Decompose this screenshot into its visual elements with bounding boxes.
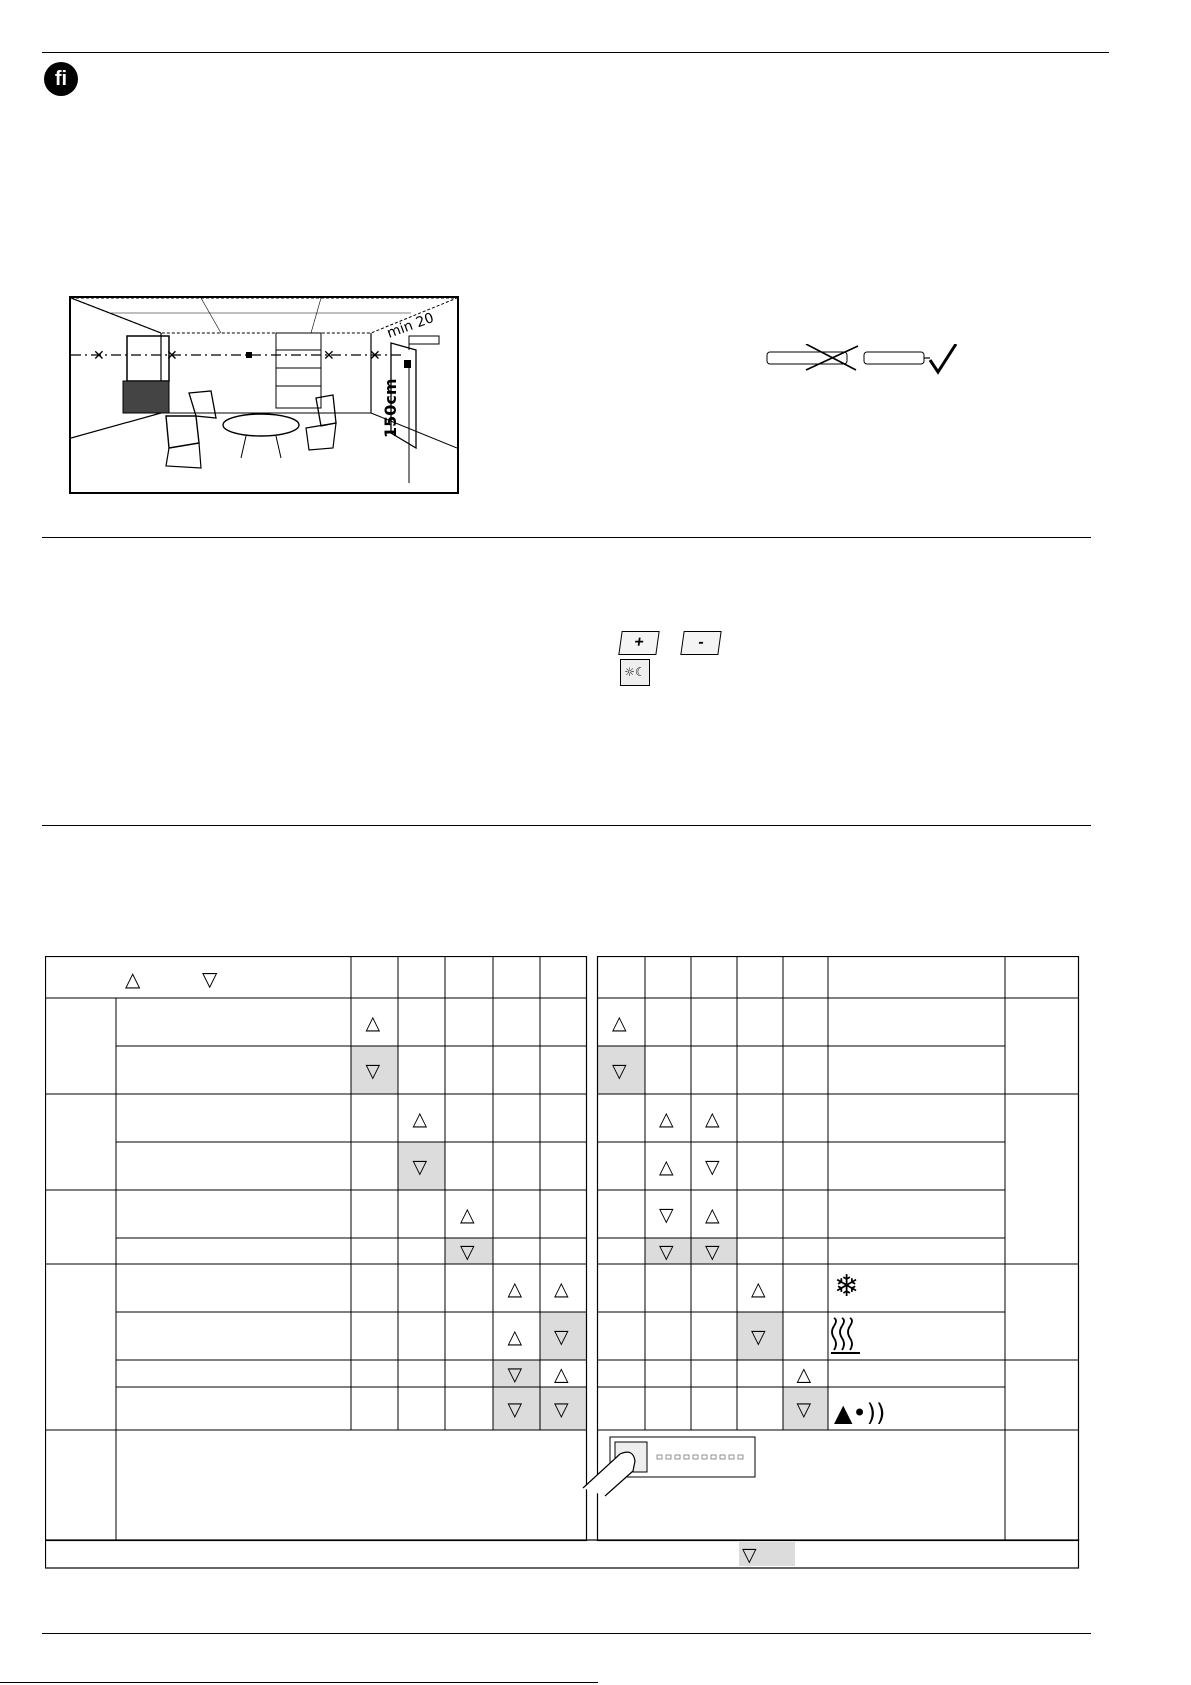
cell-symbol: ▽	[507, 1363, 523, 1386]
cell-symbol: △	[554, 1278, 569, 1300]
section-rule-3	[42, 1633, 1091, 1634]
cell-symbol: △	[705, 1204, 720, 1226]
cell-symbol: ▽	[705, 1156, 720, 1178]
sensor-orientation-drawing	[766, 344, 966, 378]
cell-symbol: △	[460, 1204, 475, 1226]
minus-key[interactable]: -	[680, 631, 721, 655]
left-block-border	[46, 957, 587, 1541]
room-installation-figure	[69, 296, 459, 494]
header-down-symbol: ▽	[202, 967, 218, 991]
settings-table-grid	[45, 956, 1081, 1573]
display-unit-figure	[583, 1437, 755, 1496]
snowflake-icon: ❄	[834, 1269, 860, 1304]
cell-symbol: ▽	[796, 1398, 812, 1421]
cell-symbol: △	[507, 1278, 523, 1300]
svg-text:✕: ✕	[369, 348, 381, 364]
cell-symbol: △	[554, 1363, 569, 1386]
cell-symbol: △	[412, 1108, 428, 1130]
cell-symbol: △	[365, 1012, 381, 1034]
room-drawing	[71, 298, 457, 492]
cell-symbol: △	[612, 1012, 627, 1034]
cell-symbol: ▽	[659, 1204, 674, 1226]
cell-symbol: △	[659, 1108, 674, 1130]
cell-symbol: ▽	[705, 1241, 720, 1263]
language-badge: fi	[44, 62, 78, 96]
cell-symbol: △	[705, 1108, 720, 1130]
cell-symbol: ▽	[507, 1398, 523, 1421]
cell-symbol: ▽	[460, 1241, 475, 1263]
cell-symbol: ▽	[554, 1398, 569, 1421]
cell-symbol: ▽	[612, 1060, 627, 1082]
sensor-mounting-figure	[766, 344, 966, 378]
cell-symbol: ▽	[554, 1326, 569, 1348]
check-mark-icon	[930, 344, 956, 372]
header-up-symbol: △	[125, 967, 141, 991]
svg-text:✕: ✕	[93, 348, 105, 364]
sun-moon-icon: ☼☾	[624, 665, 646, 679]
min-dimension-label: min 20	[384, 310, 437, 342]
svg-text:✕: ✕	[166, 348, 178, 364]
cell-symbol: △	[507, 1326, 523, 1348]
antenna-signal-icon: ▲•))	[834, 1399, 886, 1427]
footer-down-symbol: ▽	[742, 1544, 757, 1566]
cell-symbol: △	[659, 1156, 674, 1178]
cell-symbol: ▽	[365, 1060, 381, 1082]
section-rule-2	[42, 825, 1091, 826]
section-rule-1	[42, 537, 1091, 538]
day-night-mode-key[interactable]	[620, 659, 650, 686]
cell-symbol: ▽	[412, 1156, 428, 1178]
plus-key[interactable]: +	[618, 631, 659, 655]
control-keys	[620, 631, 720, 687]
heat-waves-icon	[831, 1318, 860, 1353]
cell-symbol: △	[751, 1278, 766, 1300]
top-rule	[42, 52, 1109, 53]
svg-text:✕: ✕	[323, 348, 335, 364]
settings-table	[45, 956, 1081, 1573]
height-dimension-label: 150cm	[381, 378, 400, 438]
cell-symbol: ▽	[659, 1241, 674, 1263]
footer-row-border	[46, 1540, 1079, 1568]
cell-symbol: ▽	[751, 1326, 766, 1348]
bottom-edge-line	[0, 1682, 598, 1683]
cell-symbol: △	[796, 1363, 812, 1386]
